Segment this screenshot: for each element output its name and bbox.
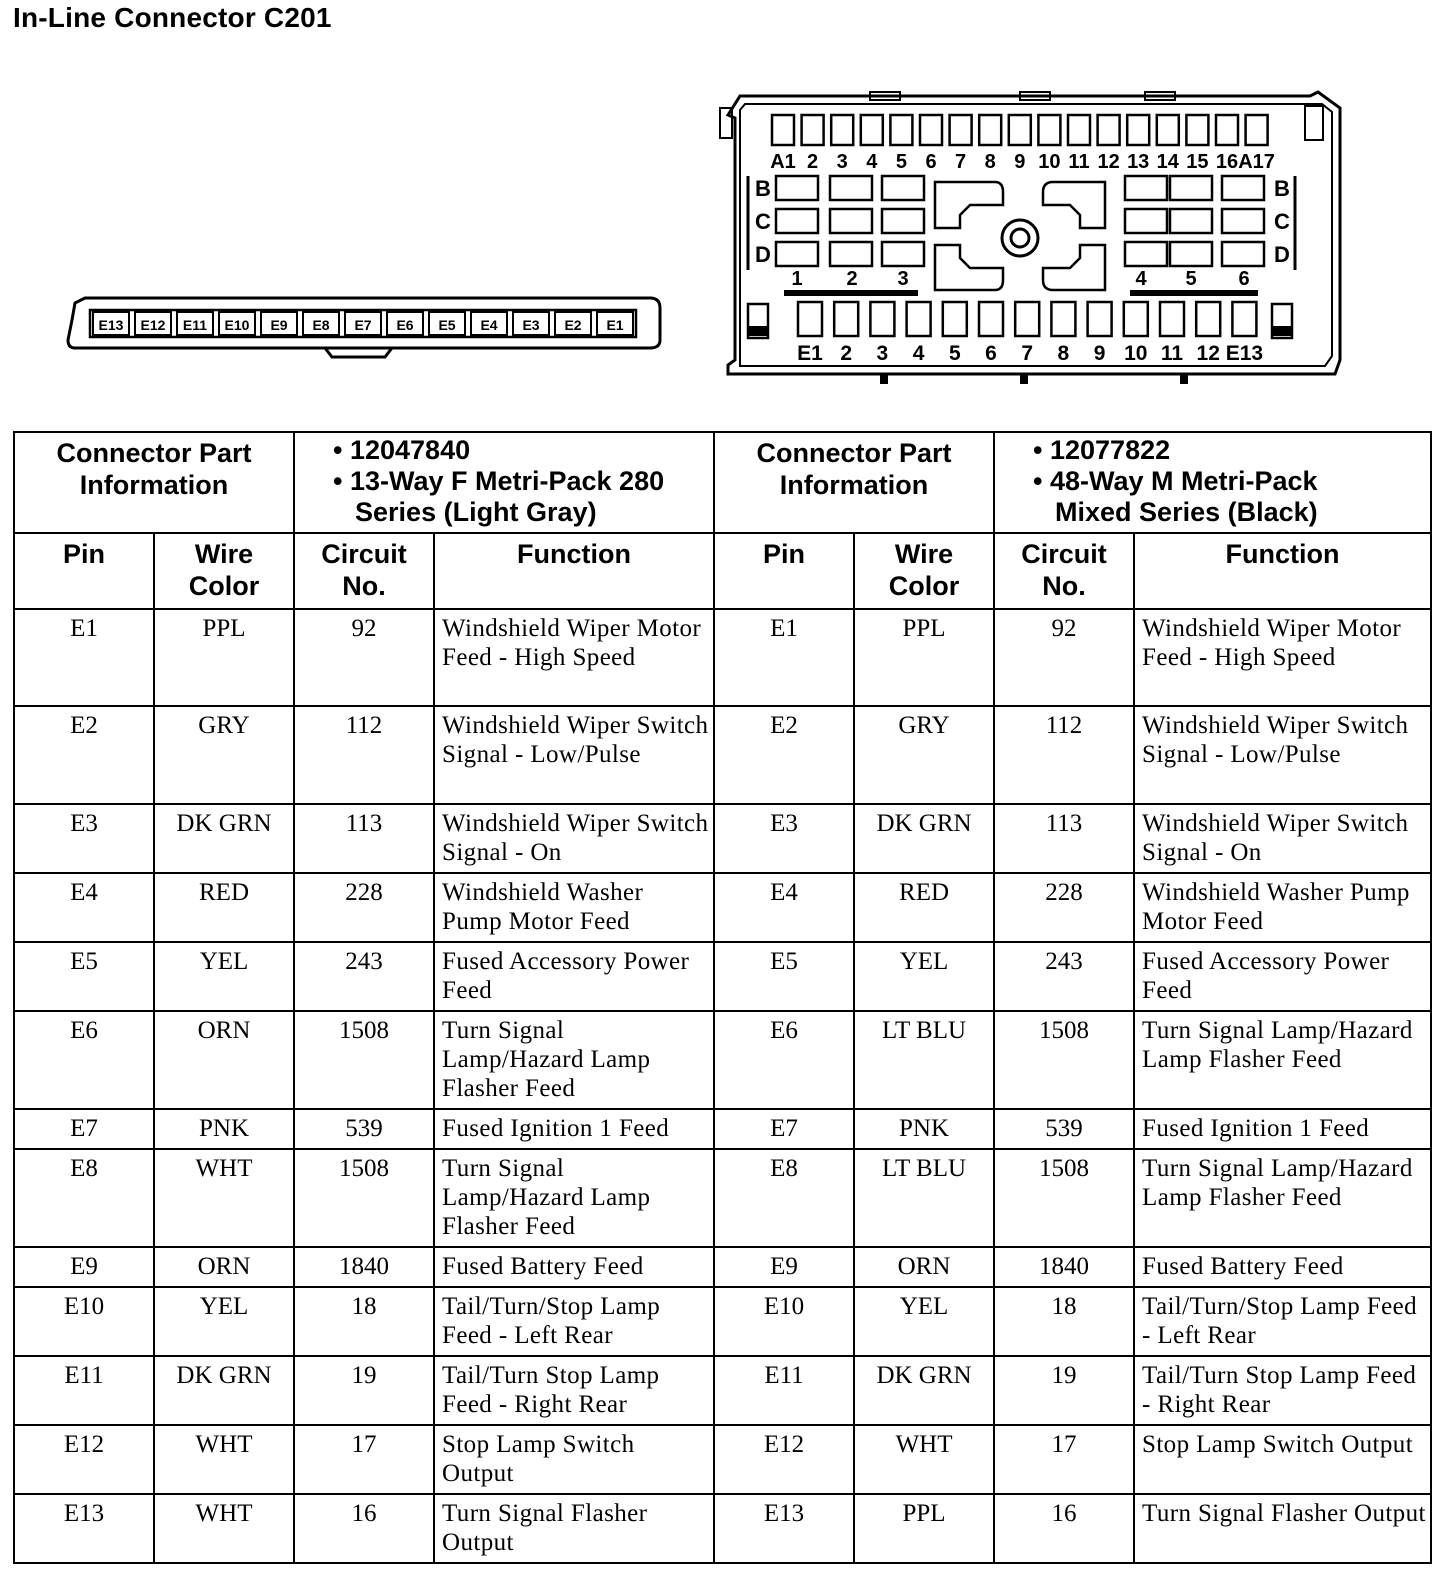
pin-label: E6 xyxy=(396,317,414,333)
circuit-cell: 16 xyxy=(294,1494,434,1563)
wire-color-cell: WHT xyxy=(154,1149,294,1247)
key-shape xyxy=(935,182,1003,228)
table-row xyxy=(14,609,1431,706)
function-cell: Turn Signal Lamp/Hazard Lamp Flasher Feed xyxy=(434,1149,714,1247)
pin-cell: E9 xyxy=(14,1247,154,1287)
circuit-cell: 243 xyxy=(994,942,1134,1011)
pin-cavity xyxy=(907,302,931,336)
bottom-tab xyxy=(1180,374,1188,384)
pin-cavity xyxy=(1015,302,1039,336)
pin-number-label: 11 xyxy=(1160,342,1184,365)
column-header-row xyxy=(14,533,1431,609)
pin-label: E4 xyxy=(480,317,498,333)
pin-cavity xyxy=(1170,209,1212,233)
table-row xyxy=(14,1356,1431,1425)
pin-cavity xyxy=(1232,302,1256,336)
pin-cavity xyxy=(1125,176,1167,200)
wire-color-cell: ORN xyxy=(854,1247,994,1287)
function-cell: Tail/Turn Stop Lamp Feed - Right Rear xyxy=(434,1356,714,1425)
pin-cavity xyxy=(861,115,883,145)
pin-label: E13 xyxy=(98,317,124,333)
function-cell: Turn Signal Flasher Output xyxy=(1134,1494,1431,1563)
pin-cavity xyxy=(950,115,972,145)
pin-cavity xyxy=(1186,115,1208,145)
pin-cavity xyxy=(1222,209,1264,233)
wire-color-cell: YEL xyxy=(854,1287,994,1356)
pin-cell: E8 xyxy=(714,1149,854,1247)
connector-info-2 xyxy=(994,432,1431,533)
connector-48-way-diagram xyxy=(0,0,1440,420)
wire-color-cell: GRY xyxy=(154,706,294,804)
pin-cavity xyxy=(1196,302,1220,336)
pin-cell: E2 xyxy=(14,706,154,804)
pin-cavity xyxy=(1038,115,1060,145)
pin-cell: E12 xyxy=(14,1425,154,1494)
pin-cell: E6 xyxy=(714,1011,854,1109)
function-cell: Tail/Turn Stop Lamp Feed - Right Rear xyxy=(1134,1356,1431,1425)
pin-cell: E3 xyxy=(14,804,154,873)
pin-number-label: 6 xyxy=(985,342,997,365)
function-cell: Fused Battery Feed xyxy=(1134,1247,1431,1287)
table-row xyxy=(14,804,1431,873)
pin-table xyxy=(13,431,1432,1564)
function-cell: Windshield Washer Pump Motor Feed xyxy=(434,873,714,942)
pin-cavity xyxy=(882,209,924,233)
pin-cavity xyxy=(802,115,824,145)
pin-number-label: 5 xyxy=(948,342,961,365)
pin-label: E10 xyxy=(224,317,250,333)
wire-color-cell: PPL xyxy=(154,609,294,706)
connector-type-2: • 48-Way M Metri-Pack xyxy=(1033,466,1318,496)
pin-cell: E10 xyxy=(714,1287,854,1356)
row-letter-right: D xyxy=(1274,242,1290,267)
bottom-tab xyxy=(880,374,888,384)
wire-color-cell: GRY xyxy=(854,706,994,804)
pin-cell: E9 xyxy=(714,1247,854,1287)
pin-cell: E1 xyxy=(14,609,154,706)
wire-color-cell: RED xyxy=(154,873,294,942)
circuit-cell: 112 xyxy=(294,706,434,804)
pin-cavity xyxy=(798,302,822,336)
pin-cell: E6 xyxy=(14,1011,154,1109)
pin-cavity xyxy=(1124,302,1148,336)
wire-color-cell: LT BLU xyxy=(854,1011,994,1109)
pin-cavity xyxy=(870,302,894,336)
pin-cavity xyxy=(1125,209,1167,233)
key-shape xyxy=(935,245,1003,290)
key-shape xyxy=(1043,245,1105,290)
wire-color-cell: DK GRN xyxy=(854,804,994,873)
terminal-bar xyxy=(1130,290,1258,296)
circuit-cell: 539 xyxy=(994,1109,1134,1149)
pin-number-label: 15 xyxy=(1186,151,1209,173)
pin-label: E11 xyxy=(182,317,208,333)
table-row xyxy=(14,1287,1431,1356)
wire-color-cell: DK GRN xyxy=(154,1356,294,1425)
function-cell: Windshield Wiper Switch Signal - On xyxy=(1134,804,1431,873)
pin-number-label: 2 xyxy=(840,342,853,365)
side-lock-fill xyxy=(748,326,768,336)
circuit-cell: 16 xyxy=(994,1494,1134,1563)
pin-cavity xyxy=(882,242,924,266)
wire-color-cell: WHT xyxy=(154,1494,294,1563)
pin-cell: E4 xyxy=(14,873,154,942)
circuit-cell: 112 xyxy=(994,706,1134,804)
pin-number-label: 2 xyxy=(807,151,819,173)
pin-cavity xyxy=(1125,242,1167,266)
pin-cavity xyxy=(1170,176,1212,200)
row-letter-right: B xyxy=(1274,176,1290,201)
circuit-cell: 1508 xyxy=(994,1149,1134,1247)
pin-cell: E8 xyxy=(14,1149,154,1247)
pin-number-label: 1 xyxy=(791,268,803,290)
pin-cell: E5 xyxy=(714,942,854,1011)
pin-cavity xyxy=(830,242,872,266)
wire-color-cell: YEL xyxy=(154,1287,294,1356)
pin-cavity xyxy=(882,176,924,200)
pin-cavity xyxy=(776,242,818,266)
part-number-2: • 12077822 xyxy=(1033,435,1171,465)
connector-series-1: Series (Light Gray) xyxy=(355,497,597,527)
pin-cavity xyxy=(1216,115,1238,145)
table-row xyxy=(14,1247,1431,1287)
pin-number-label: 12 xyxy=(1196,342,1220,365)
pin-number-label: 16 xyxy=(1215,151,1239,173)
center-bolt-outer xyxy=(1002,220,1038,256)
wire-color-cell: WHT xyxy=(854,1425,994,1494)
pin-number-label: 10 xyxy=(1124,342,1148,365)
header-pin-2: Pin xyxy=(714,533,854,609)
wire-color-cell: ORN xyxy=(154,1247,294,1287)
pin-cavity xyxy=(1246,115,1268,145)
wire-color-cell: LT BLU xyxy=(854,1149,994,1247)
pin-cell: E2 xyxy=(714,706,854,804)
circuit-cell: 243 xyxy=(294,942,434,1011)
pin-cavity xyxy=(776,209,818,233)
function-cell: Tail/Turn/Stop Lamp Feed - Left Rear xyxy=(1134,1287,1431,1356)
pin-number-label: 4 xyxy=(866,151,878,173)
part-number-1: • 12047840 xyxy=(333,435,471,465)
page-title: In-Line Connector C201 xyxy=(13,2,332,33)
header-function-1: Function xyxy=(434,533,714,609)
pin-cavity xyxy=(1051,302,1075,336)
connector-type-1: • 13-Way F Metri-Pack 280 xyxy=(333,466,665,496)
pin-number-label: 4 xyxy=(1135,268,1147,290)
connector-info-label-1: Connector Part Information xyxy=(14,432,294,533)
circuit-cell: 18 xyxy=(294,1287,434,1356)
pin-cavity xyxy=(831,115,853,145)
pin-cavity xyxy=(830,176,872,200)
function-cell: Turn Signal Lamp/Hazard Lamp Flasher Feed xyxy=(1134,1011,1431,1109)
bottom-tab xyxy=(1020,374,1028,384)
circuit-cell: 19 xyxy=(994,1356,1134,1425)
pin-number-label: A17 xyxy=(1238,151,1275,173)
pin-cavity xyxy=(1009,115,1031,145)
pin-cell: E13 xyxy=(14,1494,154,1563)
function-cell: Windshield Wiper Switch Signal - On xyxy=(434,804,714,873)
function-cell: Tail/Turn/Stop Lamp Feed - Left Rear xyxy=(434,1287,714,1356)
function-cell: Windshield Wiper Motor Feed - High Speed xyxy=(434,609,714,706)
circuit-cell: 1508 xyxy=(294,1011,434,1109)
row-letter-right: C xyxy=(1274,209,1290,234)
connector-inner-outline xyxy=(740,104,1332,366)
pin-cavity xyxy=(830,209,872,233)
center-bolt-inner xyxy=(1011,229,1029,247)
wire-color-cell: WHT xyxy=(154,1425,294,1494)
wire-color-cell: YEL xyxy=(854,942,994,1011)
row-letter-left: D xyxy=(755,242,771,267)
pin-cell: E3 xyxy=(714,804,854,873)
pin-cavity xyxy=(772,115,794,145)
table-row xyxy=(14,706,1431,804)
table-row xyxy=(14,1011,1431,1109)
circuit-cell: 113 xyxy=(994,804,1134,873)
pin-cavity xyxy=(890,115,912,145)
function-cell: Fused Ignition 1 Feed xyxy=(434,1109,714,1149)
function-cell: Windshield Wiper Switch Signal - Low/Pulse xyxy=(1134,706,1431,804)
terminal-bar xyxy=(784,290,918,296)
circuit-cell: 17 xyxy=(994,1425,1134,1494)
side-lock-fill xyxy=(1272,326,1292,336)
pin-number-label: 8 xyxy=(1057,342,1070,365)
function-cell: Windshield Wiper Motor Feed - High Speed xyxy=(1134,609,1431,706)
pin-number-label: 6 xyxy=(925,151,937,173)
pin-number-label: 14 xyxy=(1156,151,1179,173)
function-cell: Fused Accessory Power Feed xyxy=(1134,942,1431,1011)
table-row xyxy=(14,1425,1431,1494)
pin-number-label: 3 xyxy=(876,342,889,365)
circuit-cell: 18 xyxy=(994,1287,1134,1356)
pin-cavity xyxy=(1222,176,1264,200)
pin-number-label: 6 xyxy=(1238,268,1250,290)
pin-label: E3 xyxy=(522,317,540,333)
side-clip-right xyxy=(1305,106,1323,140)
pin-label: E5 xyxy=(438,317,456,333)
table-row xyxy=(14,873,1431,942)
connector-info-label-2: Connector Part Information xyxy=(714,432,994,533)
pin-cavity xyxy=(979,115,1001,145)
pin-number-label: 9 xyxy=(1014,151,1026,173)
pin-cavity xyxy=(1157,115,1179,145)
table-row xyxy=(14,942,1431,1011)
row-letter-left: C xyxy=(755,209,771,234)
pin-number-label: 3 xyxy=(897,268,909,290)
connector-series-2: Mixed Series (Black) xyxy=(1055,497,1318,527)
pin-number-label: 5 xyxy=(895,151,907,173)
pin-number-label: E1 xyxy=(797,342,823,365)
pin-cell: E7 xyxy=(14,1109,154,1149)
pin-number-label: 2 xyxy=(846,268,858,290)
pin-label: E8 xyxy=(312,317,330,333)
pin-cavity xyxy=(1127,115,1149,145)
pin-number-label: 5 xyxy=(1185,268,1197,290)
key-shape xyxy=(1043,182,1105,228)
pin-number-label: 11 xyxy=(1068,151,1090,173)
pin-cell: E5 xyxy=(14,942,154,1011)
wire-color-cell: PNK xyxy=(154,1109,294,1149)
wire-color-cell: RED xyxy=(854,873,994,942)
header-pin-1: Pin xyxy=(14,533,154,609)
pin-cavity xyxy=(1088,302,1112,336)
pin-cell: E7 xyxy=(714,1109,854,1149)
pin-cavity xyxy=(776,176,818,200)
wire-color-cell: PNK xyxy=(854,1109,994,1149)
pin-number-label: 8 xyxy=(984,151,996,173)
circuit-cell: 1508 xyxy=(294,1149,434,1247)
wire-color-cell: PPL xyxy=(854,1494,994,1563)
wire-color-cell: DK GRN xyxy=(854,1356,994,1425)
circuit-cell: 19 xyxy=(294,1356,434,1425)
connector-info-1 xyxy=(294,432,714,533)
pin-label: E1 xyxy=(606,317,624,333)
circuit-cell: 1840 xyxy=(294,1247,434,1287)
pin-number-label: 12 xyxy=(1097,151,1120,173)
pin-cavity xyxy=(979,302,1003,336)
circuit-cell: 539 xyxy=(294,1109,434,1149)
row-letter-left: B xyxy=(755,176,771,201)
wire-color-cell: PPL xyxy=(854,609,994,706)
pin-cavity xyxy=(1098,115,1120,145)
pin-number-label: 9 xyxy=(1093,342,1106,365)
function-cell: Fused Battery Feed xyxy=(434,1247,714,1287)
circuit-cell: 228 xyxy=(994,873,1134,942)
pin-number-label: E13 xyxy=(1225,342,1264,365)
header-wire-color-1: Wire Color xyxy=(154,533,294,609)
wire-color-cell: YEL xyxy=(154,942,294,1011)
connector-info-row xyxy=(14,432,1431,533)
pin-cell: E10 xyxy=(14,1287,154,1356)
pin-label: E12 xyxy=(140,317,166,333)
function-cell: Turn Signal Lamp/Hazard Lamp Flasher Feed xyxy=(1134,1149,1431,1247)
pin-cell: E11 xyxy=(714,1356,854,1425)
header-circuit-1: Circuit No. xyxy=(294,533,434,609)
pin-cell: E12 xyxy=(714,1425,854,1494)
circuit-cell: 17 xyxy=(294,1425,434,1494)
function-cell: Fused Accessory Power Feed xyxy=(434,942,714,1011)
pin-number-label: 7 xyxy=(1021,342,1034,365)
pin-cell: E1 xyxy=(714,609,854,706)
pin-cavity xyxy=(1068,115,1090,145)
circuit-cell: 92 xyxy=(994,609,1134,706)
function-cell: Fused Ignition 1 Feed xyxy=(1134,1109,1431,1149)
pin-cavity xyxy=(943,302,967,336)
pin-number-label: 7 xyxy=(955,151,967,173)
header-circuit-2: Circuit No. xyxy=(994,533,1134,609)
function-cell: Turn Signal Flasher Output xyxy=(434,1494,714,1563)
pin-cavity xyxy=(920,115,942,145)
circuit-cell: 1508 xyxy=(994,1011,1134,1109)
pin-cavity xyxy=(1160,302,1184,336)
function-cell: Stop Lamp Switch Output xyxy=(1134,1425,1431,1494)
circuit-cell: 92 xyxy=(294,609,434,706)
circuit-cell: 228 xyxy=(294,873,434,942)
table-row xyxy=(14,1109,1431,1149)
header-function-2: Function xyxy=(1134,533,1431,609)
pin-cell: E13 xyxy=(714,1494,854,1563)
function-cell: Turn Signal Lamp/Hazard Lamp Flasher Feed xyxy=(434,1011,714,1109)
connector-diagrams xyxy=(0,0,1440,420)
wire-color-cell: ORN xyxy=(154,1011,294,1109)
pin-label: E7 xyxy=(354,317,372,333)
pin-cell: E11 xyxy=(14,1356,154,1425)
pin-number-label: 4 xyxy=(912,342,925,365)
pin-label: E9 xyxy=(270,317,288,333)
header-wire-color-2: Wire Color xyxy=(854,533,994,609)
pin-number-label: 10 xyxy=(1038,151,1061,173)
pin-number-label: 13 xyxy=(1127,151,1150,173)
pin-cavity xyxy=(1222,242,1264,266)
pin-number-label: 3 xyxy=(836,151,848,173)
circuit-cell: 1840 xyxy=(994,1247,1134,1287)
table-row xyxy=(14,1149,1431,1247)
pin-number-label: A1 xyxy=(770,151,796,173)
table-row xyxy=(14,1494,1431,1563)
function-cell: Windshield Washer Pump Motor Feed xyxy=(1134,873,1431,942)
pin-cell: E4 xyxy=(714,873,854,942)
pin-label: E2 xyxy=(564,317,582,333)
pin-cavity xyxy=(834,302,858,336)
function-cell: Windshield Wiper Switch Signal - Low/Pulse xyxy=(434,706,714,804)
wire-color-cell: DK GRN xyxy=(154,804,294,873)
circuit-cell: 113 xyxy=(294,804,434,873)
pin-cavity xyxy=(1170,242,1212,266)
function-cell: Stop Lamp Switch Output xyxy=(434,1425,714,1494)
